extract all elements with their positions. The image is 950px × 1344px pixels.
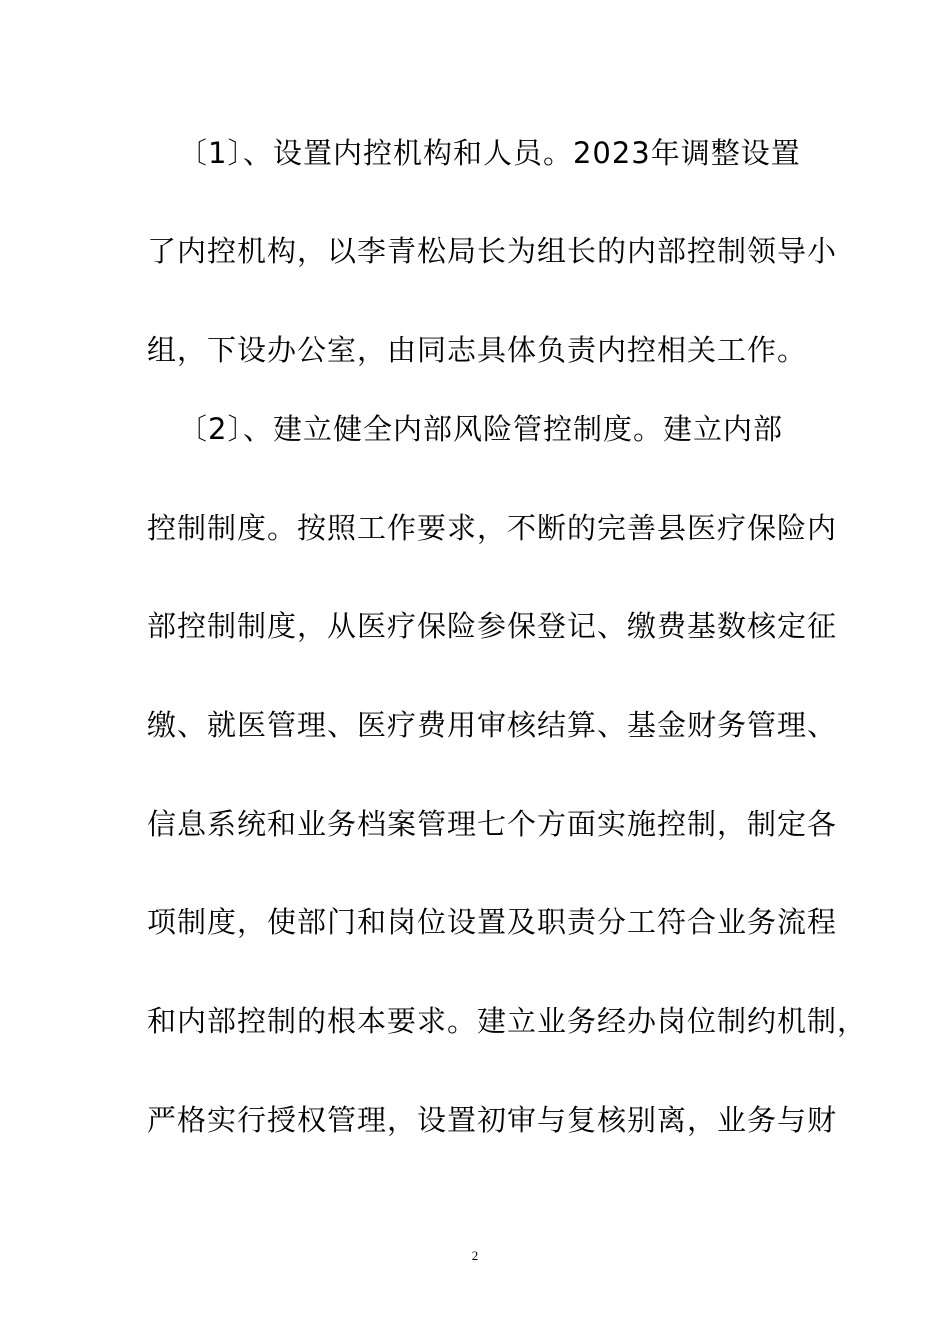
paragraph-2-line-3: 部控制制度，从医疗保险参保登记、缴费基数核定征 <box>147 609 838 643</box>
paragraph-2-line-2: 控制制度。按照工作要求，不断的完善县医疗保险内 <box>147 511 838 545</box>
paragraph-2-line-5: 信息系统和业务档案管理七个方面实施控制，制定各 <box>147 807 838 841</box>
paragraph-1-line-1: 〔1〕、设置内控机构和人员。2023年调整设置 <box>178 136 801 170</box>
paragraph-2-line-1: 〔2〕、建立健全内部风险管控制度。建立内部 <box>178 412 783 446</box>
paragraph-2-line-7: 和内部控制的根本要求。建立业务经办岗位制约机制， <box>147 1004 868 1038</box>
paragraph-1-line-3: 组，下设办公室，由同志具体负责内控相关工作。 <box>147 333 808 367</box>
paragraph-2-line-4: 缴、就医管理、医疗费用审核结算、基金财务管理、 <box>147 708 838 742</box>
paragraph-2-line-6: 项制度，使部门和岗位设置及职责分工符合业务流程 <box>147 905 838 939</box>
page-number: 2 <box>471 1248 479 1263</box>
paragraph-2-line-8: 严格实行授权管理，设置初审与复核别离，业务与财 <box>147 1103 838 1137</box>
paragraph-1-line-2: 了内控机构，以李青松局长为组长的内部控制领导小 <box>147 234 838 268</box>
